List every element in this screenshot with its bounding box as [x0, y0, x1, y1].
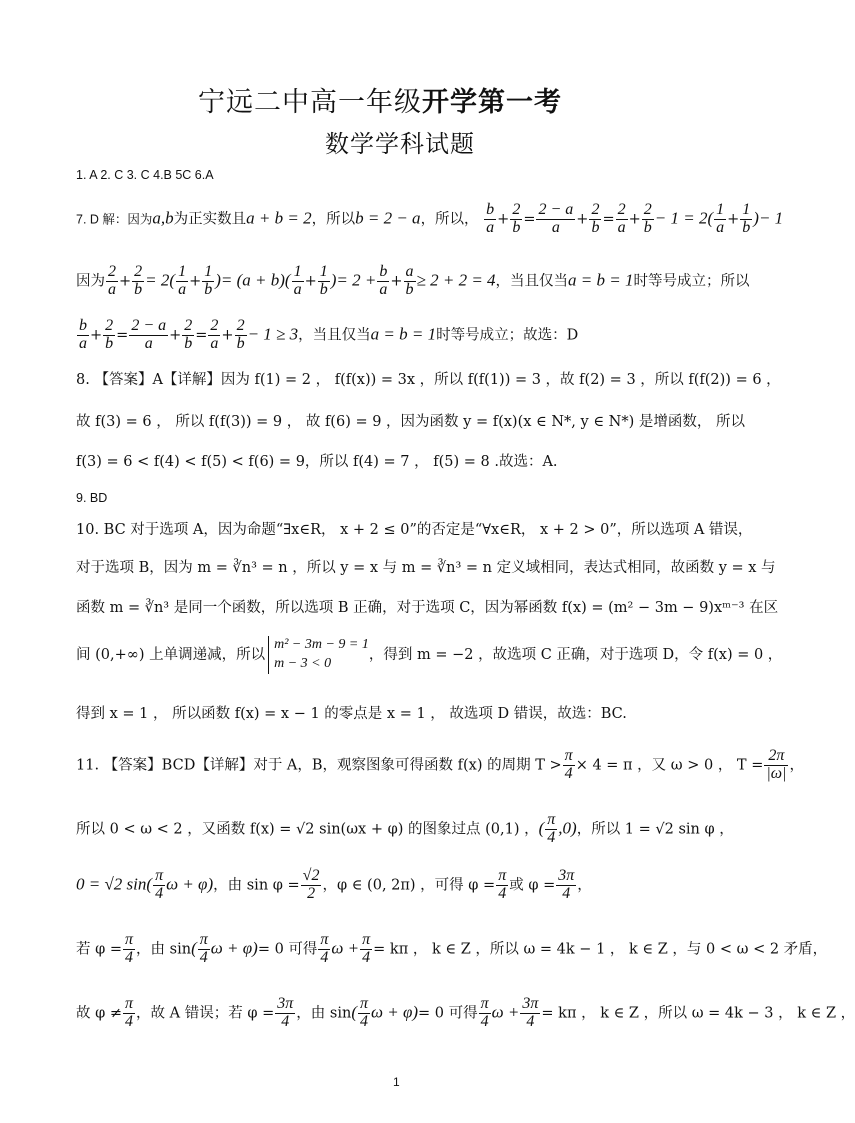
q7-line1-end: − 1 [758, 208, 784, 228]
q7-line2-g: a = b = 1 [568, 270, 634, 290]
q7-line1-a: 7. D 解：因为 [76, 212, 153, 227]
q10-line2: 对于选项 B，因为 m = ∛n³ = n ，所以 y = x 与 m = ∛n³ = n 定义域相同，表达式相同，故函数 y = x 与 [76, 560, 776, 576]
q7-line1: 7. D 解：因为a,b为正实数且a + b = 2，所以b = 2 − a，所以， $\frac{b}{a}$ + $\frac{2}{b}$ = $\frac{2 - a}{a}$ + $\frac{2}{b}$ = $\frac{2}{a}$ + $\frac{2}{b}$ − 1 = 2( $\frac{1}{a}$ + $\frac{1}{b}$ )− 1 [76, 201, 784, 236]
frac-1-a: $\frac{1}{a}$ [716, 201, 725, 236]
answers-1-6: 1. A 2. C 3. C 4.B 5C 6.A [76, 168, 214, 182]
page-subtitle: 数学学科试题 [325, 130, 475, 158]
q7-line2-c: = (a + b) [220, 270, 285, 290]
q11-line5-a: 故 φ ≠ [76, 1005, 123, 1022]
q7-line3-b: ，当且仅当 [298, 327, 371, 344]
system-eq2: m − 3 < 0 [274, 655, 332, 671]
q11-line3: 0 = √2 sin( $\frac{\pi}{4}$ ω + φ)，由 sin φ = $\frac{√2}{2}$ ，φ ∈ (0, 2π) ，可得 φ = $\frac{\pi}{4}$ 或 φ = $\frac{3\pi}{4}$ ， [76, 867, 592, 902]
q10-line4-a: 间 (0,+∞) 上单调递减，所以 [76, 646, 266, 663]
q7-line1-d: a + b = 2 [246, 208, 312, 228]
q11-line4-a: 若 φ = [76, 941, 123, 958]
frac-2-b-3: $\frac{2}{b}$ [643, 201, 652, 236]
q11-line3-e: ， [577, 877, 592, 894]
q10-line1: 10. BC 对于选项 A，因为命题“∃x∈R， x + 2 ≤ 0”的否定是“∀x∈R， x + 2 > 0”，所以选项 A 错误， [76, 522, 753, 538]
title-part1: 宁远二中高一年级 [198, 87, 422, 118]
q7-line3-a: − 1 ≥ 3 [247, 324, 299, 344]
q7-line2-f: ，当且仅当 [495, 273, 569, 290]
q7-line3-d: 时等号成立；故选：D [436, 327, 579, 344]
q11-line5-e: = kπ ， k ∈ Z ，所以 ω = 4k − 3 ， k ∈ Z ， [541, 1005, 855, 1022]
q11-line1-b: × 4 = π ，又 ω > 0 ， T = [575, 757, 764, 774]
q11-line5-b: ，故 A 错误；若 φ = [136, 1005, 275, 1022]
q7-line2: 因为 $\frac{2}{a}$ + $\frac{2}{b}$ = 2( $\frac{1}{a}$ + $\frac{1}{b}$ )= (a + b)( $\frac{1}{a}$ + $\frac{1}{b}$ )= 2 + $\frac{b}{a}$ + $\frac{a}{b}$ ≥ 2 + 2 = 4，当且仅当a = b = 1时等号成立；所以 [76, 263, 750, 298]
page-title [198, 80, 562, 119]
q11-line3-d: 或 φ = [509, 877, 556, 894]
page-number: 1 [393, 1075, 400, 1089]
q7-line2-b: = 2 [145, 270, 170, 290]
q7-line1-tail: − 1 = 2 [654, 208, 708, 228]
frac-2-b-2: $\frac{2}{b}$ [591, 201, 600, 236]
q11-line2-a: 所以 0 < ω < 2 ，又函数 f(x) = √2 sin(ωx + φ) 的图象过点 (0,1) ， [76, 821, 539, 838]
q10-line5: 得到 x = 1 ， 所以函数 f(x) = x − 1 的零点是 x = 1 ， 故选项 D 错误，故选：BC. [76, 706, 627, 722]
frac-2ma-a: $\frac{2 - a}{a}$ [538, 201, 574, 236]
q7-line1-f: b = 2 − a [355, 208, 421, 228]
q11-line4-b: ，由 sin [136, 941, 192, 958]
q11-line4: 若 φ = $\frac{\pi}{4}$ ，由 sin( $\frac{\pi}{4}$ ω + φ)= 0 可得 $\frac{\pi}{4}$ ω + $\frac{\pi}{4}$ = kπ ， k ∈ Z ，所以 ω = 4k − 1 ， k ∈ Z ，与 0 < ω < 2 矛盾， [76, 931, 828, 966]
q7-line2-h: 时等号成立；所以 [633, 273, 750, 290]
q11-line2: 所以 0 < ω < 2 ，又函数 f(x) = √2 sin(ωx + φ) 的图象过点 (0,1) ，( $\frac{\pi}{4}$ ,0)，所以 1 = √2 sin φ ， [76, 811, 734, 846]
q11-line3-b: ，由 sin φ = [213, 877, 300, 894]
q7-line2-a: 因为 [76, 273, 105, 290]
q11-line5-c: ，由 sin [296, 1005, 352, 1022]
frac-1-b: $\frac{1}{b}$ [742, 201, 751, 236]
q11-line4-c: = 0 可得 [257, 941, 318, 958]
q10-line3: 函数 m = ∛n³ 是同一个函数，所以选项 B 正确，对于选项 C，因为幂函数 f(x) = (m² − 3m − 9)xᵐ⁻³ 在区 [76, 600, 779, 616]
q11-line3-a: 0 = √2 sin [76, 874, 147, 894]
q8-line2: 故 f(3) = 6 ， 所以 f(f(3)) = 9 ， 故 f(6) = 9 ，因为函数 y = f(x)(x ∈ N*, y ∈ N*) 是增函数， 所以 [76, 414, 745, 430]
title-part2: 开学第一考 [422, 87, 562, 118]
q11-line5-d: = 0 可得 [418, 1005, 478, 1022]
q10-line4 [76, 636, 782, 674]
q11-line1-a: 11. 【答案】BCD【详解】对于 A，B，观察图象可得函数 f(x) 的周期 T > [76, 757, 562, 774]
q11-line3-c: ，φ ∈ (0, 2π) ，可得 φ = [322, 877, 496, 894]
q8-line1: 8. 【答案】A【详解】因为 f(1) = 2 ， f(f(x)) = 3x ，所以 f(f(1)) = 3 ，故 f(2) = 3 ，所以 f(f(2)) = 6 ， [76, 372, 781, 388]
q7-line1-b: a,b [152, 208, 174, 228]
q7-line2-d: = 2 + [336, 270, 377, 290]
q7-line3-c: a = b = 1 [370, 324, 437, 344]
q7-line3: $\frac{b}{a}$ + $\frac{2}{b}$ = $\frac{2 - a}{a}$ + $\frac{2}{b}$ = $\frac{2}{a}$ + $\frac{2}{b}$ − 1 ≥ 3，当且仅当a = b = 1时等号成立；故选：D [79, 317, 579, 352]
q7-line1-c: 为正实数且 [173, 211, 247, 228]
q11-line5: 故 φ ≠ $\frac{\pi}{4}$ ，故 A 错误；若 φ = $\frac{3\pi}{4}$ ，由 sin( $\frac{\pi}{4}$ ω + φ)= 0 可得 $\frac{\pi}{4}$ ω + $\frac{3\pi}{4}$ = kπ ， k ∈ Z ，所以 ω = 4k − 3 ， k ∈ Z ， [76, 995, 855, 1030]
q10-line4-b: ，得到 m = −2 ，故选项 C 正确，对于选项 D，令 f(x) = 0 ， [368, 646, 783, 663]
q11-line2-b: ，所以 1 = √2 sin φ ， [576, 821, 734, 838]
q9-answer: 9. BD [76, 491, 108, 505]
q8-line3: f(3) = 6 < f(4) < f(5) < f(6) = 9，所以 f(4) = 7 ， f(5) = 8 .故选：A. [76, 454, 558, 470]
equation-system [268, 636, 369, 674]
frac-2-a: $\frac{2}{a}$ [617, 201, 626, 236]
q7-line1-g: ，所以， [420, 211, 479, 228]
frac-b-a: $\frac{b}{a}$ [486, 201, 495, 236]
frac-2-b: $\frac{2}{b}$ [512, 201, 521, 236]
q7-line2-e: ≥ 2 + 2 = 4 [416, 270, 496, 290]
system-eq1: m² − 3m − 9 = 1 [274, 637, 369, 652]
q11-line1: 11. 【答案】BCD【详解】对于 A，B，观察图象可得函数 f(x) 的周期 T > $\frac{\pi}{4}$ × 4 = π ，又 ω > 0 ， T = $\frac{2\pi}{|\omega|}$ ， [76, 747, 804, 782]
q11-line1-c: ， [789, 757, 804, 774]
q7-line1-e: ，所以 [311, 211, 356, 228]
q11-line4-d: = kπ ， k ∈ Z ，所以 ω = 4k − 1 ， k ∈ Z ，与 0 < ω < 2 矛盾， [373, 941, 828, 958]
